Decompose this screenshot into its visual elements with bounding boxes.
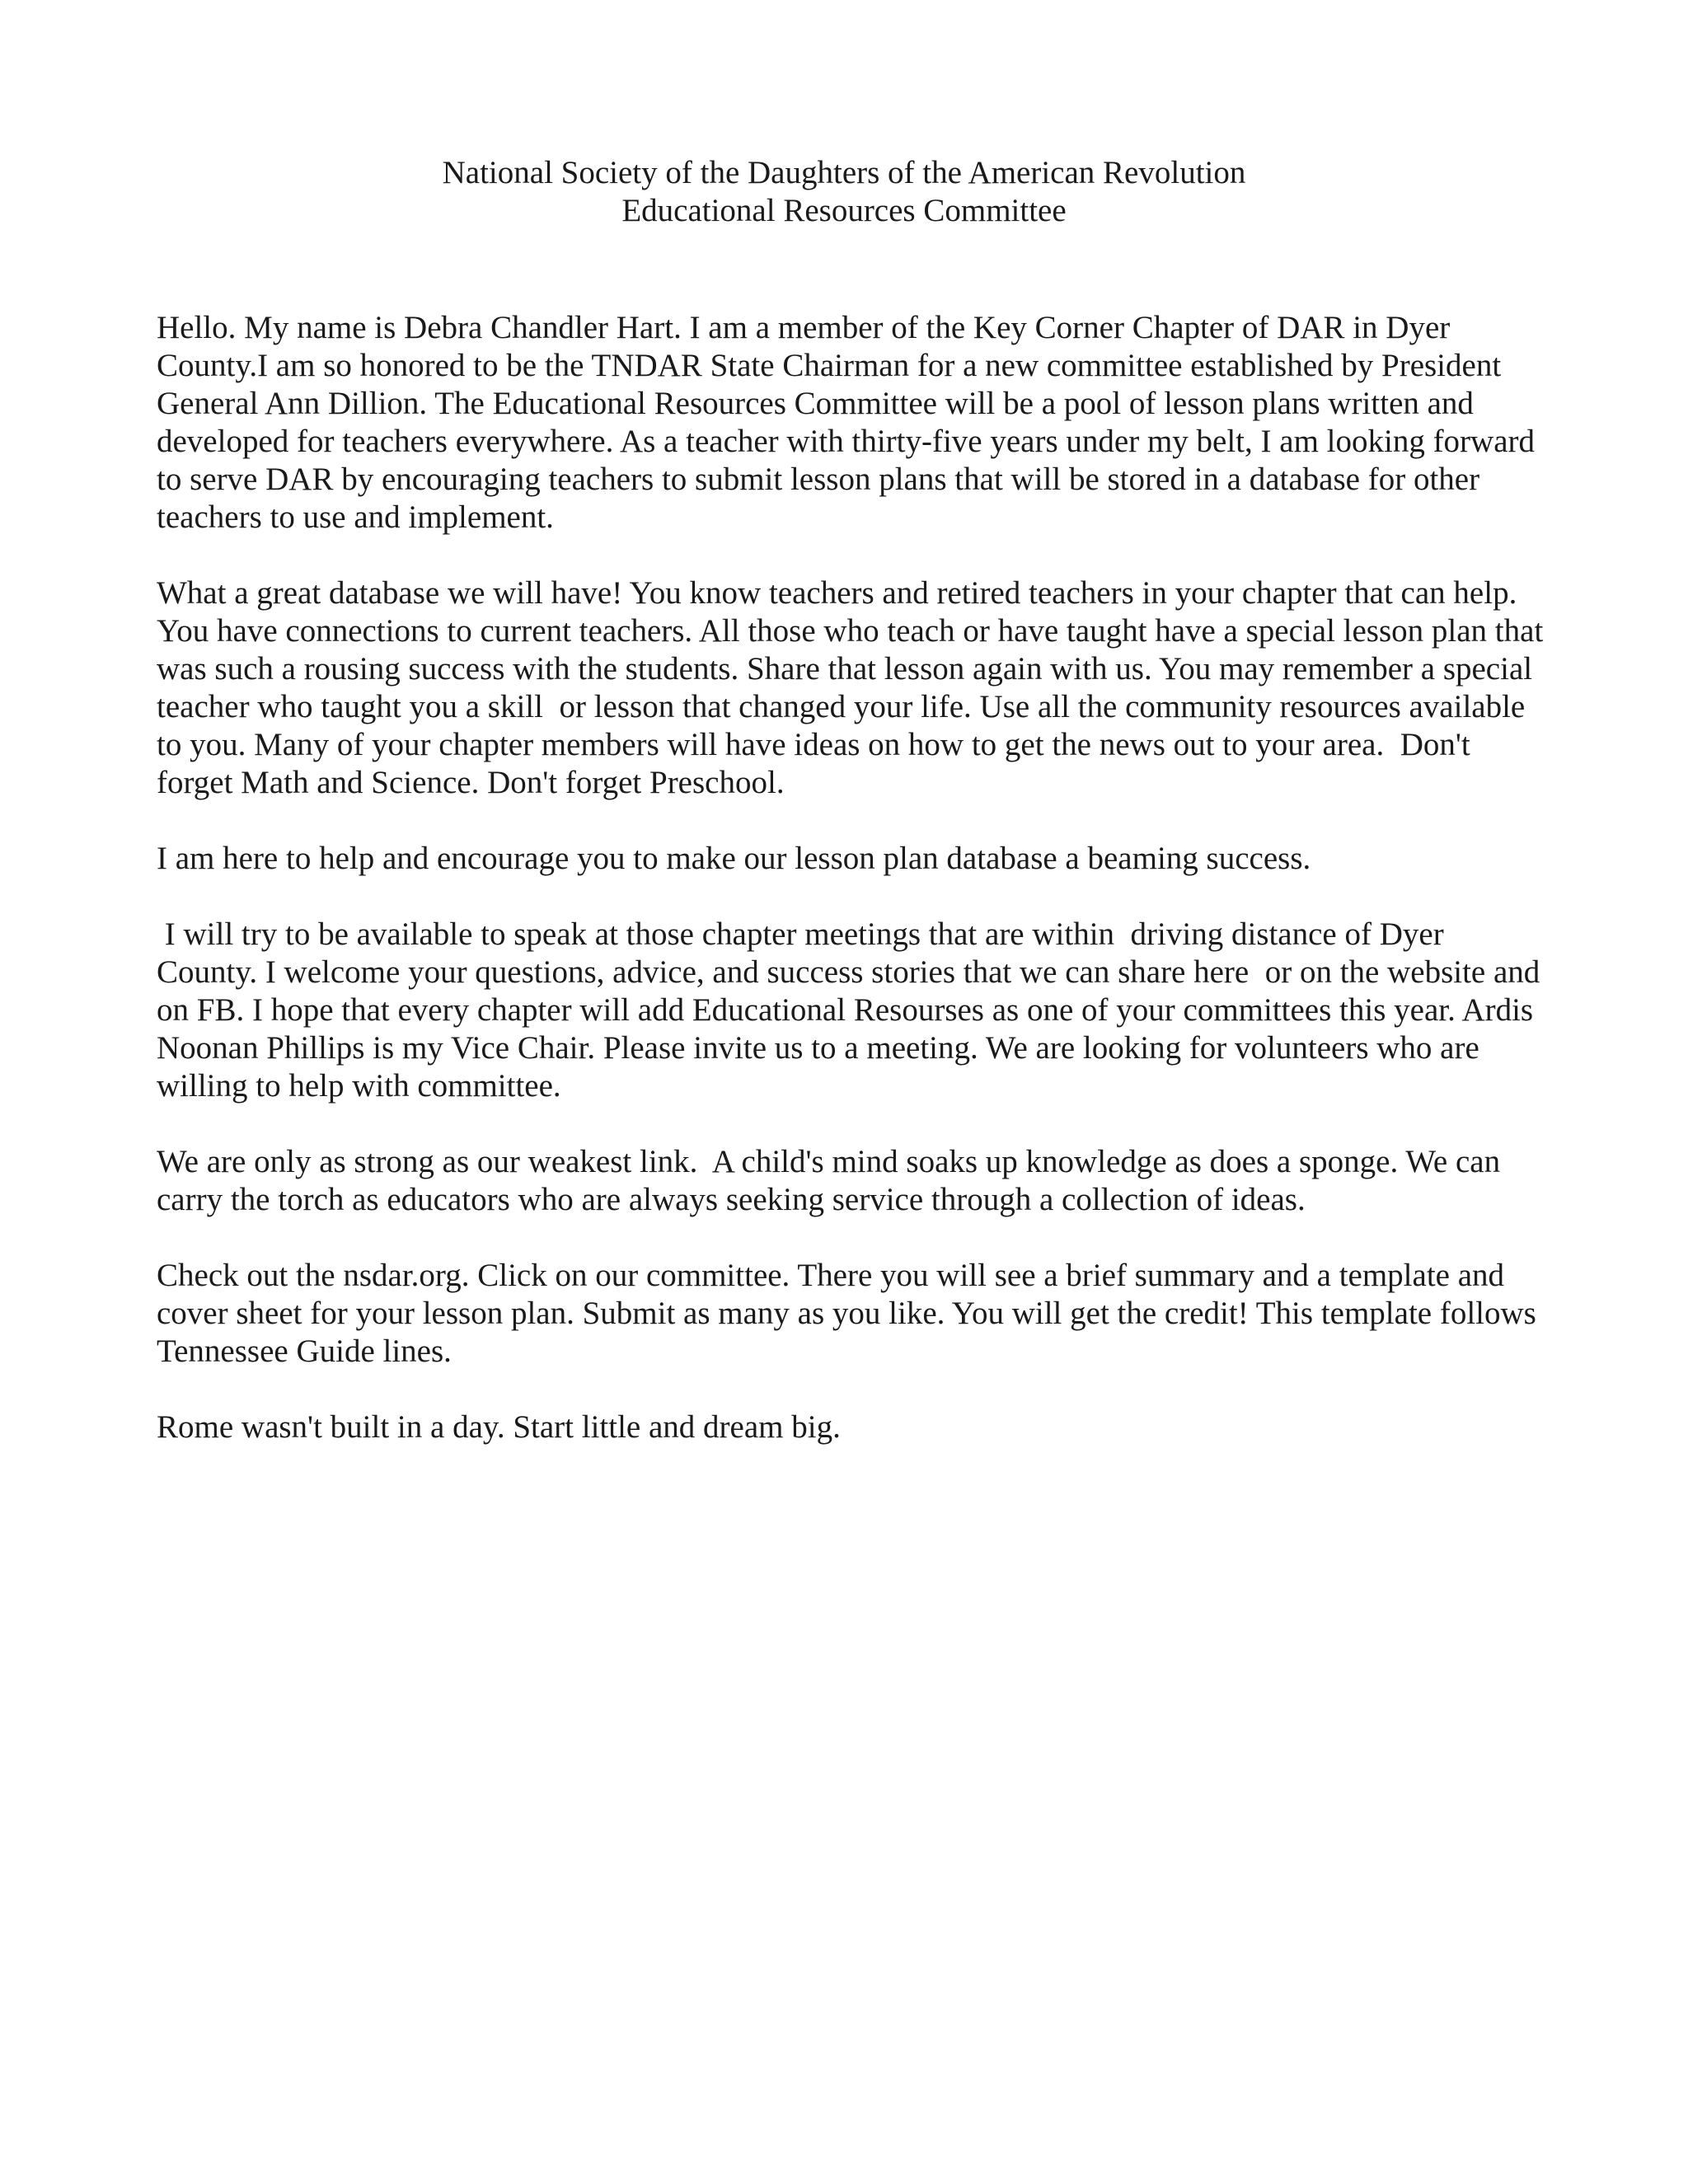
- paragraph-availability: I will try to be available to speak at those chapter meetings that are within driving distance of Dyer County. I welcome your questions, advice, and success stories that we can share here or on the website and on FB. I hope that every chapter will add Educational Resourses as one of your committees this year. Ardis Noonan Phillips is my Vice Chair. Please invite us to a meeting. We are looking for volunteers who are willing to help with committee.: [157, 916, 1549, 1104]
- paragraph-introduction: Hello. My name is Debra Chandler Hart. I am a member of the Key Corner Chapter of DAR in Dyer County.I am so honored to be the TNDAR State Chairman for a new committee established by President General Ann Dillion. The Educational Resources Committee will be a pool of lesson plans written and developed for teachers everywhere. As a teacher with thirty-five years under my belt, I am looking forward to serve DAR by encouraging teachers to submit lesson plans that will be stored in a database for other teachers to use and implement.: [157, 310, 1543, 535]
- paragraph-closing: Rome wasn't built in a day. Start little and dream big.: [157, 1409, 841, 1445]
- paragraph-website: Check out the nsdar.org. Click on our committee. There you will see a brief summary and a template and cover sheet for your lesson plan. Submit as many as you like. You will get the credit! This template follows Tennessee Guide lines.: [157, 1258, 1544, 1369]
- header-committee: Educational Resources Committee: [621, 193, 1067, 228]
- paragraph-strength: We are only as strong as our weakest link. A child's mind soaks up knowledge as does a sponge. We can carry the torch as educators who are always seeking service through a collection of ideas.: [157, 1144, 1508, 1217]
- document-body: [157, 309, 1550, 1484]
- paragraph-database: What a great database we will have! You know teachers and retired teachers in your chapter that can help. You have connections to current teachers. All those who teach or have taught have a special lesson plan that was such a rousing success with the students. Share that lesson again with us. You may remember a special teacher who taught you a skill or lesson that changed your life. Use all the community resources available to you. Many of your chapter members will have ideas on how to get the news out to your area. Don't forget Math and Science. Don't forget Preschool.: [157, 575, 1552, 800]
- document-header: [0, 154, 1688, 230]
- paragraph-help: I am here to help and encourage you to make our lesson plan database a beaming success.: [157, 841, 1311, 876]
- header-organization: National Society of the Daughters of the American Revolution: [442, 155, 1246, 190]
